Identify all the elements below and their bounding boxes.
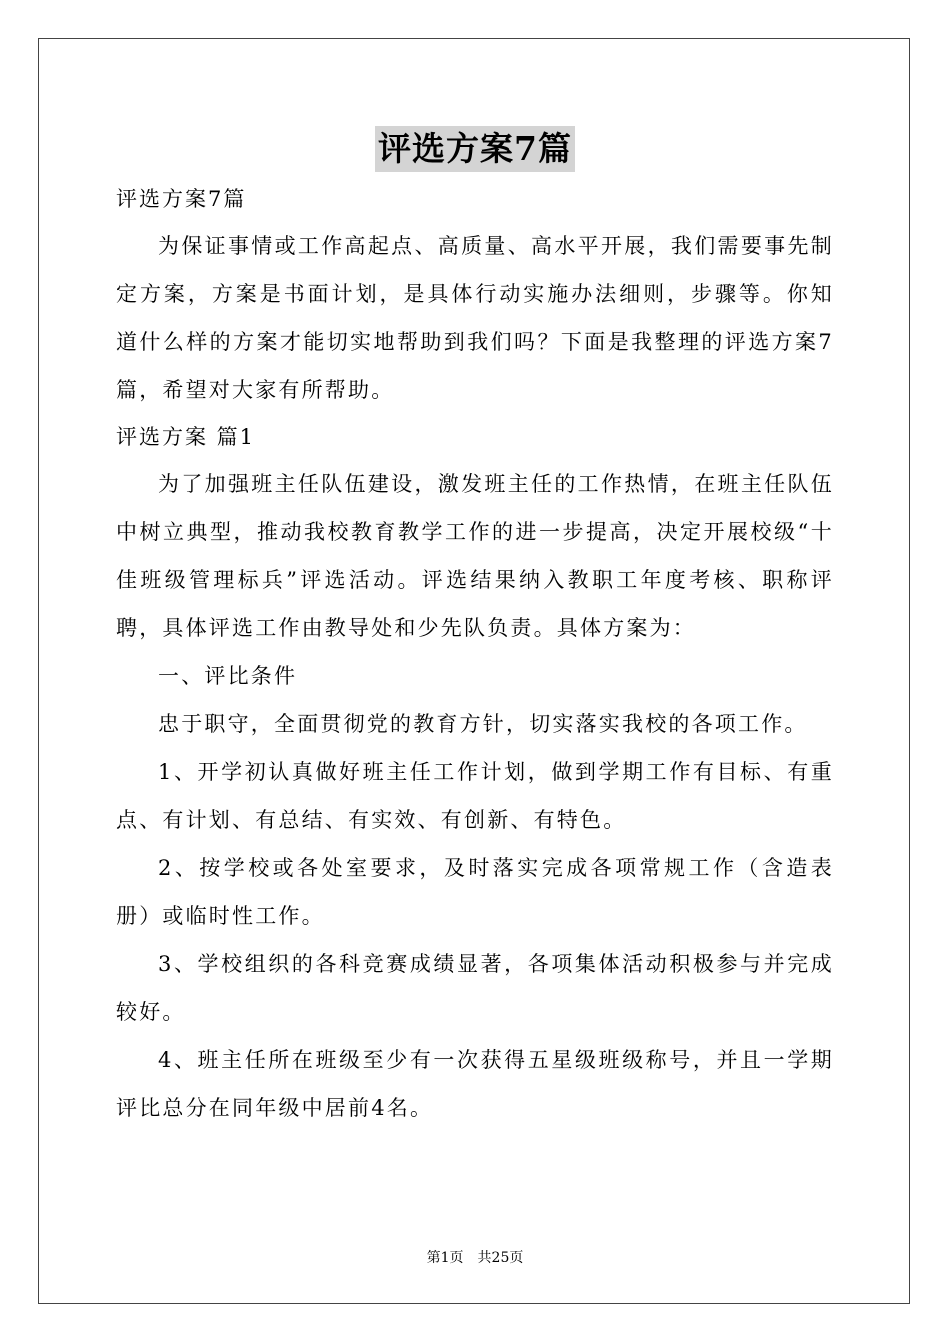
body-paragraph: 忠于职守，全面贯彻党的教育方针，切实落实我校的各项工作。	[158, 712, 808, 736]
document-body	[116, 176, 834, 1132]
page-footer: 第1页 共25页	[426, 1250, 524, 1266]
criteria-item: 4、班主任所在班级至少有一次获得五星级班级称号，并且一学期评比总分在同年级中居前4名。	[116, 1048, 834, 1120]
criteria-item: 2、按学校或各处室要求，及时落实完成各项常规工作（含造表册）或临时性工作。	[116, 856, 834, 928]
document-subtitle: 评选方案7篇	[116, 187, 247, 211]
section-heading: 评选方案 篇1	[116, 425, 256, 449]
criteria-heading: 一、评比条件	[158, 664, 298, 688]
title-container	[0, 126, 950, 172]
intro-paragraph: 为保证事情或工作高起点、高质量、高水平开展，我们需要事先制定方案，方案是书面计划，是具体行动实施办法细则，步骤等。你知道什么样的方案才能切实地帮助到我们吗？下面是我整理的评选方案7篇，希望对大家有所帮助。	[116, 234, 834, 402]
document-title: 评选方案7篇	[375, 126, 575, 172]
criteria-item: 1、开学初认真做好班主任工作计划，做到学期工作有目标、有重点、有计划、有总结、有实效、有创新、有特色。	[116, 760, 834, 832]
criteria-item: 3、学校组织的各科竞赛成绩显著，各项集体活动积极参与并完成较好。	[116, 952, 834, 1024]
body-paragraph: 为了加强班主任队伍建设，激发班主任的工作热情，在班主任队伍中树立典型，推动我校教育教学工作的进一步提高，决定开展校级“十佳班级管理标兵”评选活动。评选结果纳入教职工年度考核、职称评聘，具体评选工作由教导处和少先队负责。具体方案为：	[116, 472, 834, 640]
